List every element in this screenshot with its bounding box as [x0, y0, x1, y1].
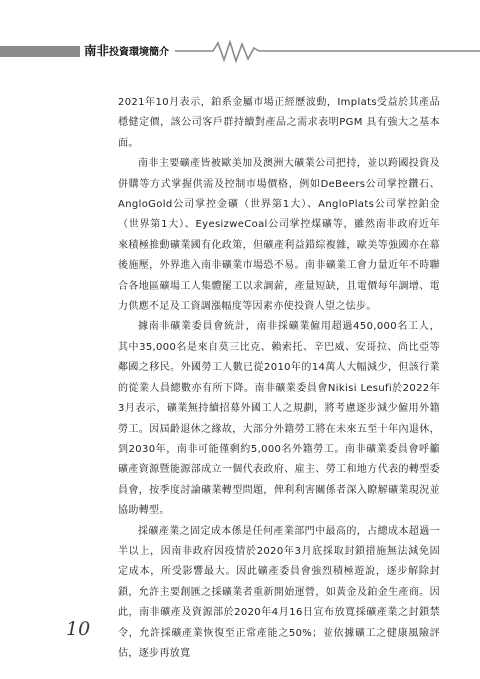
- pulse-line-decoration: [175, 40, 480, 64]
- header-title-sub: 投資環境簡介: [109, 47, 170, 58]
- paragraph: 南非主要礦產皆被歐美加及澳洲大礦業公司把持，並以跨國投資及併購等方式掌握供需及控制市場價格，例如DeBeers公司掌控鑽石、AngloGold公司掌控金礦（世界第1大）、AngloPlats公司掌控鉑金（世界第1大）、EyesizweCoal公司掌控煤礦等，雖然南非政府近年來積極推動礦業國有化政策，但礦產利益錯綜複雜，歐美等強國亦在幕後施壓，外界進入南非礦業市場恐不易。南非礦業工會力量近年不時聯合各地區礦場工人集體罷工以求調薪，產量短缺，且電價每年調增、電力供應不足及工資調漲幅度等因素亦使投資人望之怯步。: [118, 158, 440, 313]
- paragraph: 2021年10月表示，鉑系金屬市場正經歷波動，Implats受益於其產品穩健定價，該公司客戶群持續對產品之需求表明PGM 具有強大之基本面。: [118, 97, 440, 149]
- body-text: [118, 93, 440, 664]
- header-title-main: 南非: [84, 43, 110, 58]
- page-number: 10: [66, 618, 91, 640]
- header-title: [80, 43, 175, 59]
- paragraph: 據南非礦業委員會統計，南非採礦業僱用超過450,000名工人，其中35,000名是來自莫三比克、賴索托、辛巴威、安哥拉、尚比亞等鄰國之移民。外國勞工人數已從2010年的14萬人大幅減少，但該行業的從業人員總數亦有所下降。南非礦業委員會Nikisi Lesufi於2022年3月表示，礦業無持續招募外國工人之規劃，將考慮逐步減少僱用外籍勞工。因屆齡退休之緣故，大部分外籍勞工將在未來五至十年內退休，到2030年，南非可能僅剩約5,000名外籍勞工。南非礦業委員會呼籲礦產資源暨能源部成立一個代表政府、雇主、勞工和地方代表的轉型委員會，按季度討論礦業轉型問題，俾利利害關係者深入瞭解礦業現況並協助轉型。: [118, 321, 440, 517]
- paragraph: 採礦產業之固定成本係是任何產業部門中最高的，占總成本超過一半以上，因南非政府因疫情於2020年3月底採取封鎖措施無法減免固定成本，所受影響最大。因此礦產委員會強烈積極遊說，逐步解除封鎖，允許主要創匯之採礦業者重新開始運營，如黃金及鉑金生產商。因此，南非礦產及資源部於2020年4月16日宣布放寬採礦產業之封鎖禁令，允許採礦產業恢復至正常產能之50%；並依據礦工之健康風險評估，逐步再放寬: [118, 525, 440, 659]
- page-header: [0, 40, 480, 64]
